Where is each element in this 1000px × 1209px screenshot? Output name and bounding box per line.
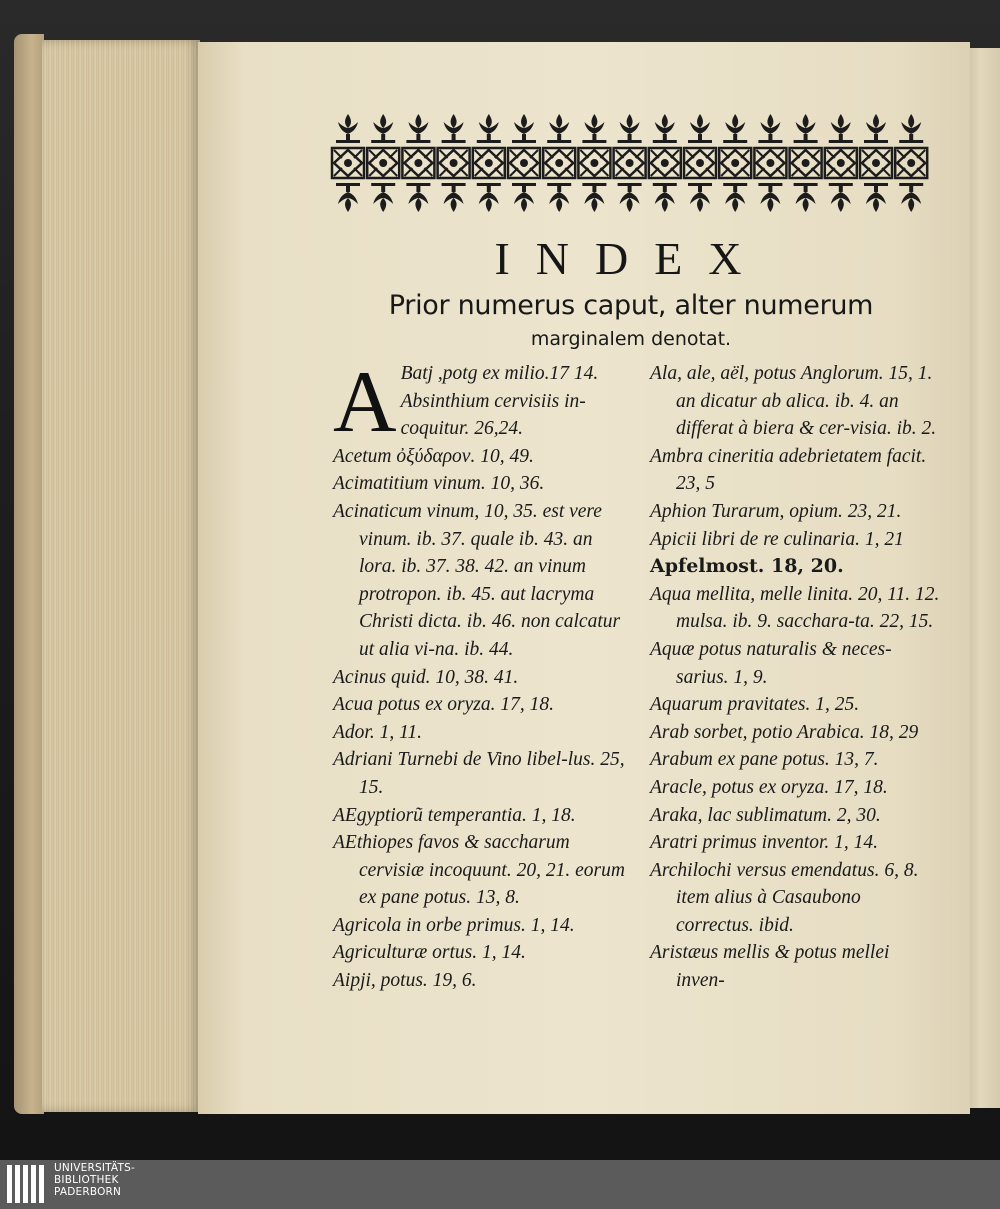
index-entry: Aqua mellita, melle linita. 20, 11. 12. mulsa. ib. 9. sacchara-ta. 22, 15. [650,583,940,633]
library-name-line-3: PADERBORN [54,1186,122,1198]
index-entry: Adriani Turnebi de Vino libel-lus. 25, 15. [333,749,625,798]
library-name-line-1: UNIVERSITÄTS- [54,1162,135,1174]
library-logo-icon [6,1163,48,1205]
index-entry: Acimatitium vinum. 10, 36. [333,473,545,495]
index-entry: Acetum ὀξύδαρον. 10, 49. [333,445,534,467]
library-name-line-2: BIBLIOTHEK [54,1174,119,1186]
facing-page-edge [966,48,1000,1108]
library-footer [0,1160,1000,1209]
index-entry: Aracle, potus ex oryza. 17, 18. [650,776,888,798]
index-entry: Aratri primus inventor. 1, 14. [650,832,879,854]
index-entry: Aquarum pravitates. 1, 25. [650,694,860,716]
index-column-left [333,354,633,995]
index-entry: Agricola in orbe primus. 1, 14. [333,914,575,936]
index-entry: Ala, ale, aël, potus Anglorum. 15, 1. an dicatur ab alica. ib. 4. an differat à biera & cer-visia. ib. 2. [650,363,937,440]
index-entry: Apfelmost. 18, 20. [650,555,844,578]
index-entry: Aquæ potus naturalis & neces-sarius. 1, 9. [650,638,892,688]
index-entry: Araka, lac sublimatum. 2, 30. [650,804,881,826]
index-entry: Archilochi versus emendatus. 6, 8. item alius à Casaubono correctus. ibid. [650,859,919,936]
index-entry: Acua potus ex oryza. 17, 18. [333,694,554,716]
subtitle-line-1: Prior numerus caput, alter numerum [388,290,874,321]
subtitle-line-2: marginalem denotat. [530,328,732,350]
index-entry: Agriculturæ ortus. 1, 14. [333,942,526,964]
page-stack [42,40,200,1112]
index-entry: Arab sorbet, potio Arabica. 18, 29 [650,721,919,743]
index-entry: Ambra cineritia adebrietatem facit. 23, 5 [650,445,927,495]
index-entry: AEthiopes favos & saccharum cervisiæ incoquunt. 20, 21. eorum ex pane potus. 13, 8. [333,832,625,909]
ornament-band [330,112,932,214]
drop-cap: A [333,354,397,451]
index-entry: Batj ,potg ex milio.17 14. Absinthium cervisiis in-coquitur. 26,24. [400,363,599,440]
index-entry: Aipji, potus. 19, 6. [333,970,477,992]
library-name [54,1162,135,1198]
index-entry: Arabum ex pane potus. 13, 7. [650,749,879,771]
book-cover-edge [14,34,44,1114]
index-entry: Aristæus mellis & potus mellei inven- [650,942,890,992]
index-entry: Acinaticum vinum, 10, 35. est vere vinum. ib. 37. quale ib. 43. an lora. ib. 37. 38. 42. an vinum protropon. ib. 45. aut lacryma Christi dicta. ib. 46. non calcatur ut alia vi-na. ib. 44. [333,500,621,660]
index-entry: Aphion Turarum, opium. 23, 21. [650,500,902,522]
index-entry: Apicii libri de re culinaria. 1, 21 [650,528,904,550]
index-entry: Acinus quid. 10, 38. 41. [333,666,519,688]
index-entry: AEgyptiorũ temperantia. 1, 18. [333,804,576,826]
index-entry: Ador. 1, 11. [333,721,423,743]
index-column-right [650,360,940,995]
page-title: INDEX [494,233,768,284]
